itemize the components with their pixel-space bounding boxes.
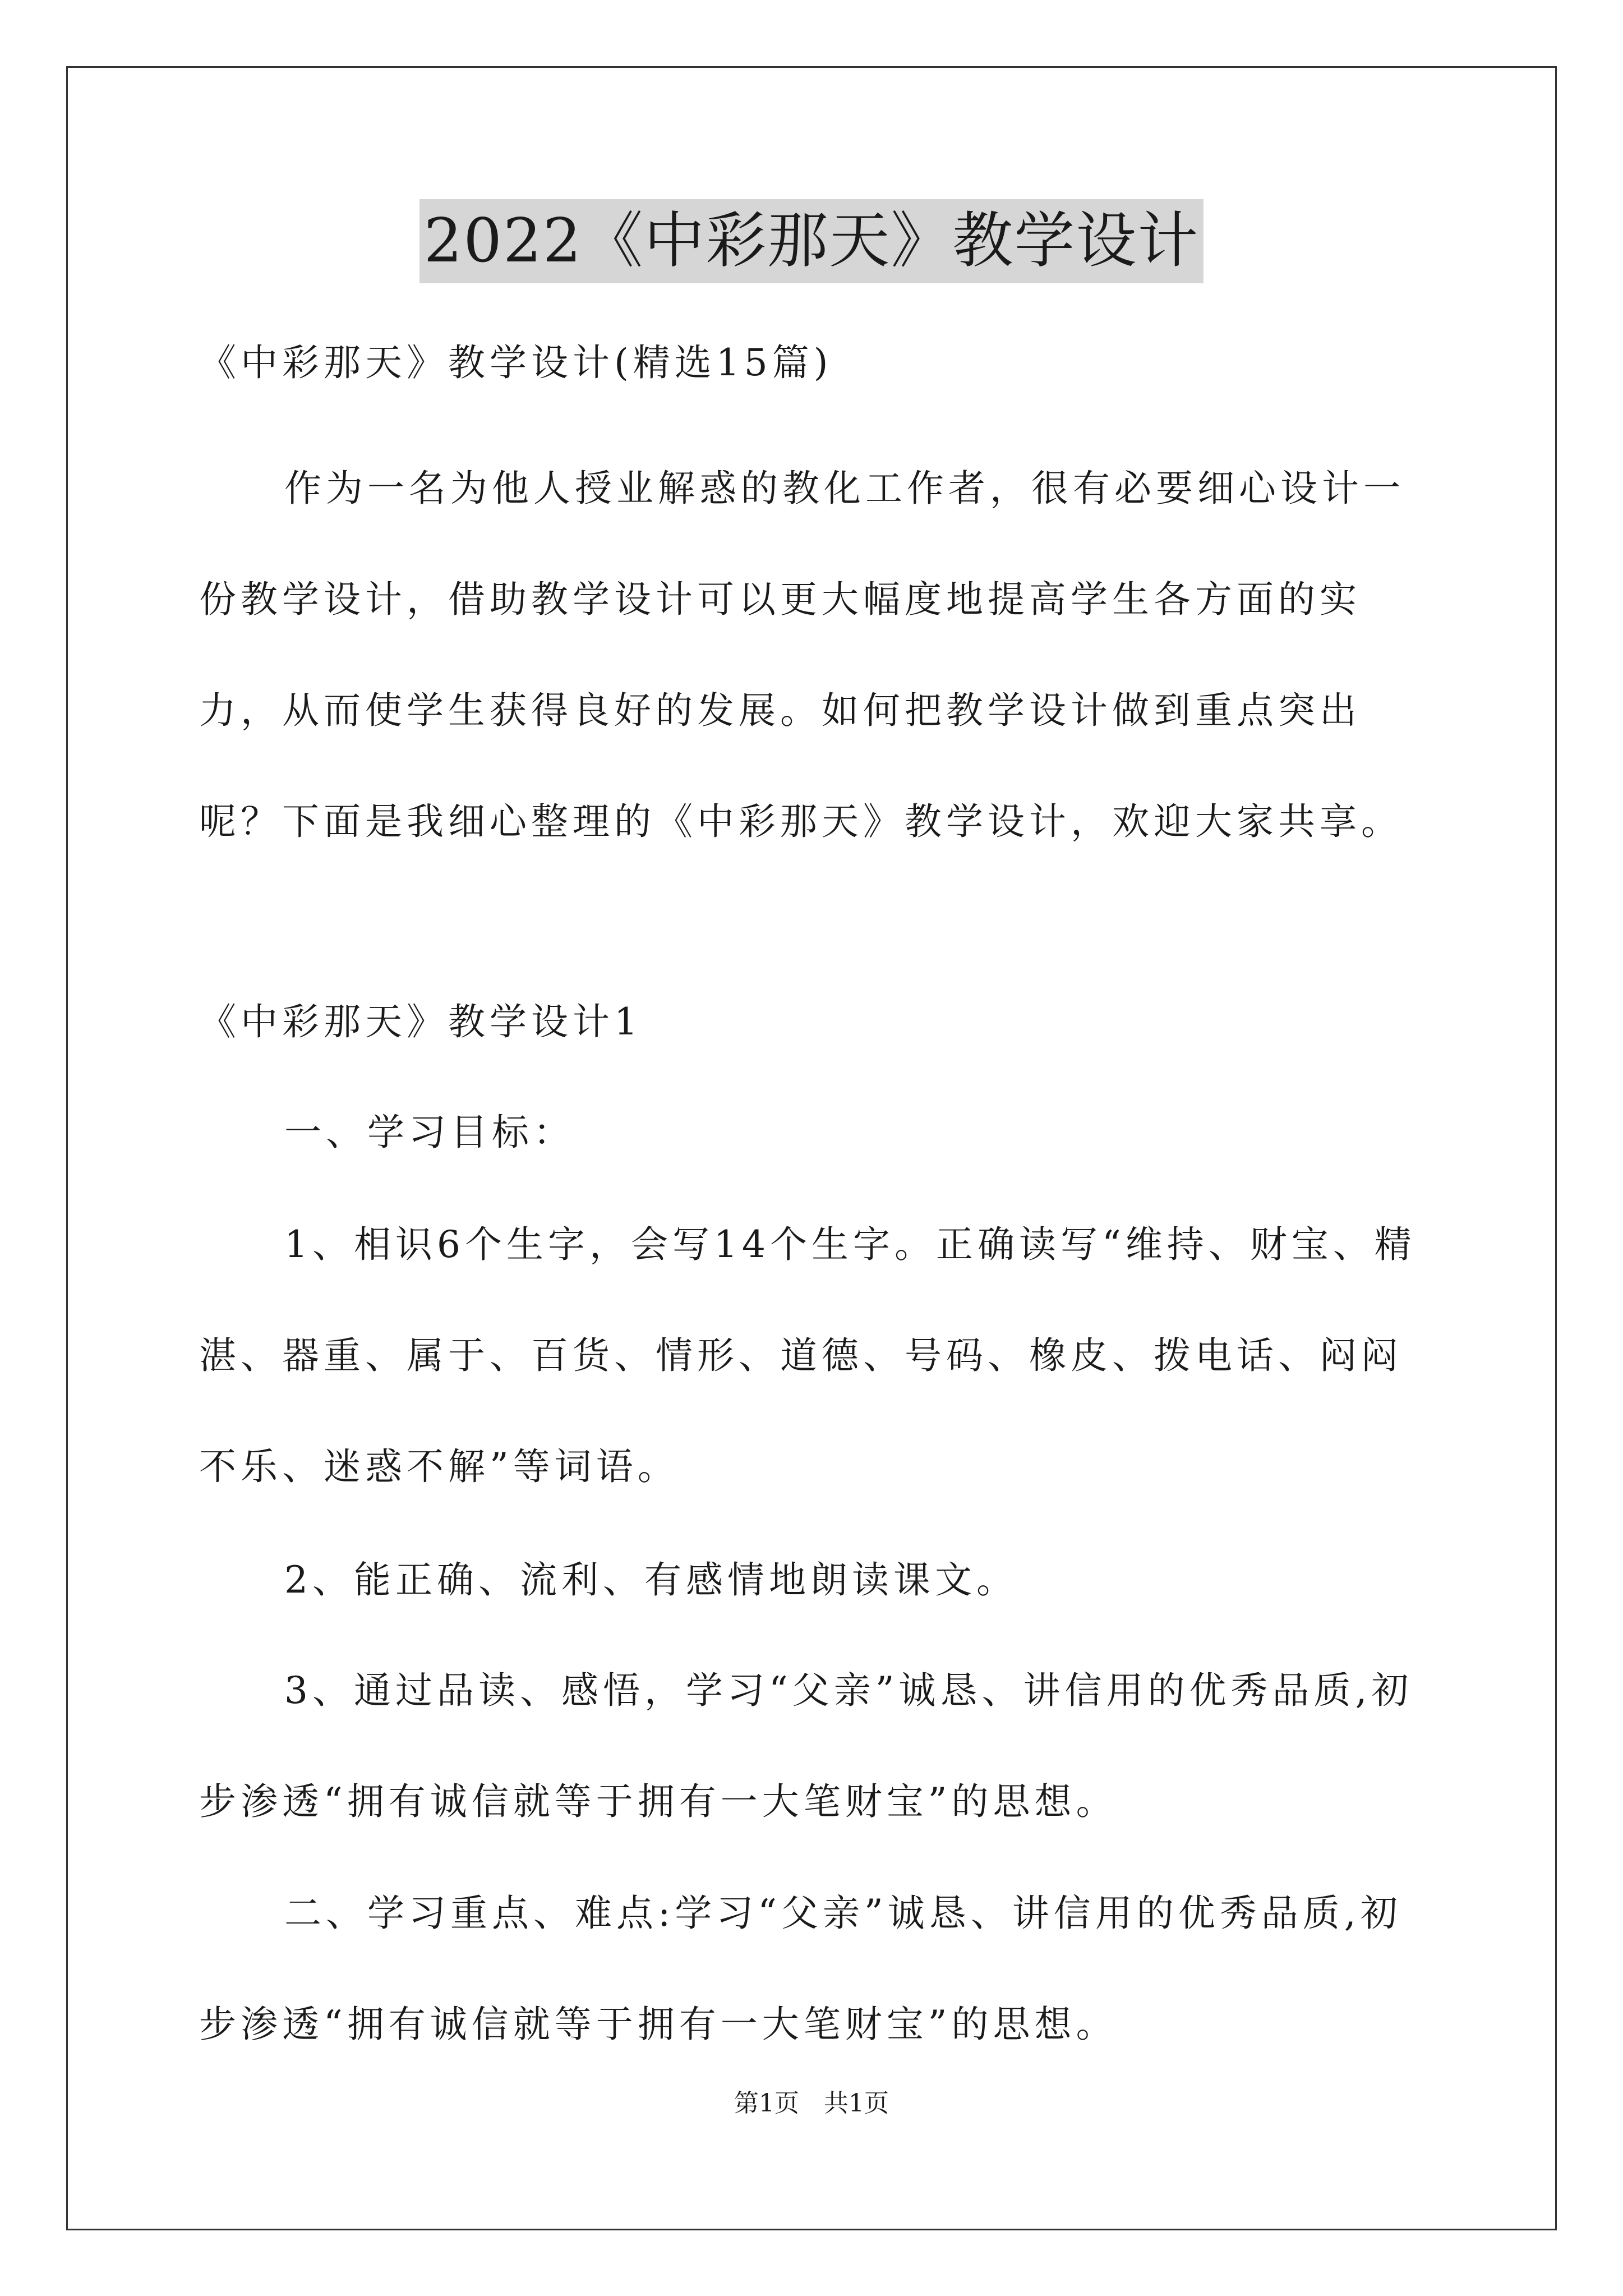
section-title: 《中彩那天》教学设计1 [199,1000,642,1043]
page-footer [0,2087,1623,2120]
page-number-current: 第1页 [734,2089,799,2118]
document-subtitle: 《中彩那天》教学设计(精选15篇) [199,341,833,384]
page-number-total: 共1页 [824,2089,889,2118]
intro-paragraph: 作为一名为他人授业解惑的教化工作者，很有必要细心设计一份教学设计，借助教学设计可以更大幅度地提高学生各方面的实力，从而使学生获得良好的发展。如何把教学设计做到重点突出呢？下面是我细心整理的《中彩那天》教学设计，欢迎大家共享。 [199,467,1405,843]
goal-item-1: 1、相识6个生字，会写14个生字。正确读写“维持、财宝、精湛、器重、属于、百货、情形、道德、号码、橡皮、拨电话、闷闷不乐、迷惑不解”等词语。 [199,1223,1416,1488]
document-title: 2022《中彩那天》教学设计 [419,199,1204,283]
key-points-paragraph: 二、学习重点、难点:学习“父亲”诚恳、讲信用的优秀品质,初步渗透“拥有诚信就等于拥有一大笔财宝”的思想。 [199,1892,1402,2046]
goals-heading: 一、学习目标： [284,1111,575,1154]
goal-item-3: 3、通过品读、感悟，学习“父亲”诚恳、讲信用的优秀品质,初步渗透“拥有诚信就等于拥有一大笔财宝”的思想。 [199,1669,1413,1823]
goal-item-2: 2、能正确、流利、有感情地朗读课文。 [284,1558,1018,1602]
title-container [0,199,1623,283]
